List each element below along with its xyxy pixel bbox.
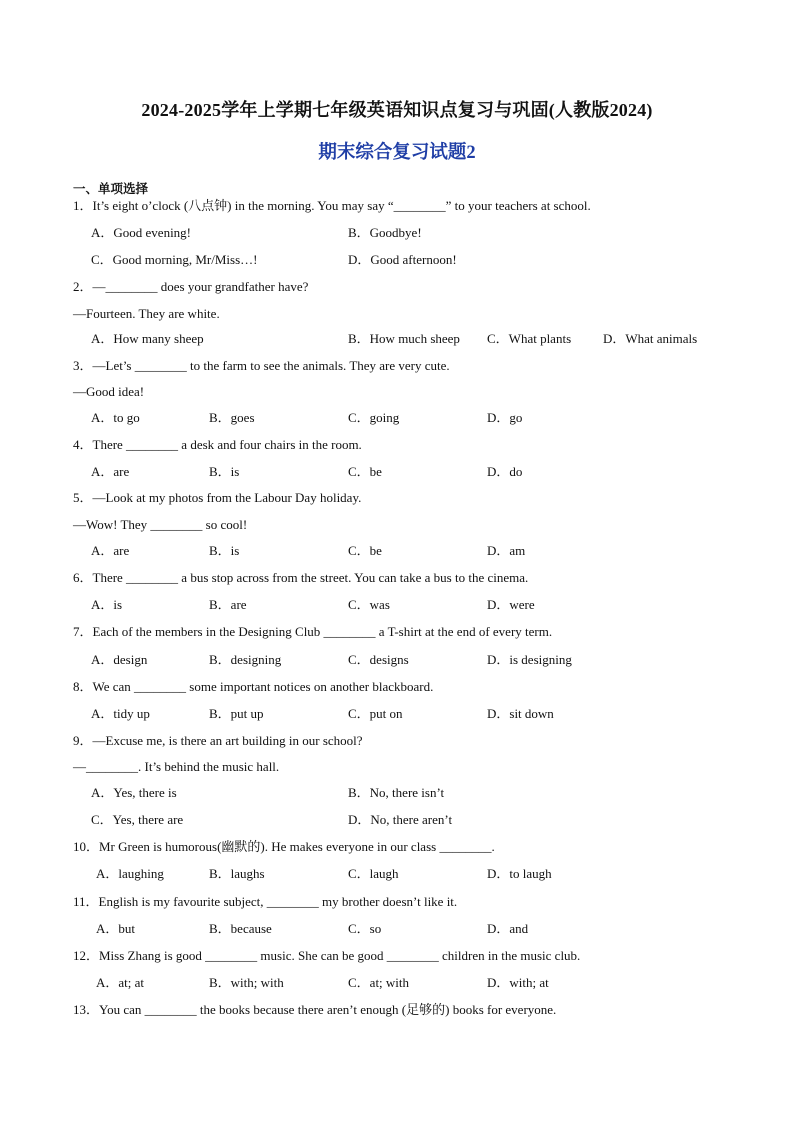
- option-a: A．is: [91, 597, 123, 612]
- option-b: B．because: [209, 921, 272, 936]
- question-stem: 9．—Excuse me, is there an art building in our school?: [73, 733, 363, 748]
- option-b: B．put up: [209, 706, 264, 721]
- question-answer-line: —________. It’s behind the music hall.: [73, 759, 280, 774]
- question-stem: 7．Each of the members in the Designing Club ________ a T-shirt at the end of every term.: [73, 624, 553, 639]
- option-d: D．Good afternoon!: [348, 252, 457, 267]
- option-d: D．were: [487, 597, 535, 612]
- option-a: A．tidy up: [91, 706, 150, 721]
- option-d: D．is designing: [487, 652, 572, 667]
- question-stem: 12．Miss Zhang is good ________ music. She can be good ________ children in the music club.: [73, 948, 581, 963]
- question-stem: 11．English is my favourite subject, ________ my brother doesn’t like it.: [73, 894, 458, 909]
- option-a: A．to go: [91, 410, 140, 425]
- option-d: D．with; at: [487, 975, 549, 990]
- option-c: C．laugh: [348, 866, 399, 881]
- question-stem: 4．There ________ a desk and four chairs in the room.: [73, 437, 362, 452]
- option-a: A．are: [91, 464, 130, 479]
- option-b: B．Goodbye!: [348, 225, 422, 240]
- question-answer-line: —Fourteen. They are white.: [73, 306, 220, 321]
- option-a: A．at; at: [96, 975, 145, 990]
- option-d: D．sit down: [487, 706, 554, 721]
- question-stem: 2．—________ does your grandfather have?: [73, 279, 309, 294]
- option-d: D．to laugh: [487, 866, 552, 881]
- option-b: B．laughs: [209, 866, 265, 881]
- option-c: C．Yes, there are: [91, 812, 184, 827]
- option-b: B．How much sheep: [348, 331, 460, 346]
- option-d: D．No, there aren’t: [348, 812, 453, 827]
- question-answer-line: —Good idea!: [73, 384, 145, 399]
- option-a: A．but: [96, 921, 136, 936]
- option-d: D．What animals: [603, 331, 698, 346]
- page-subtitle: 期末综合复习试题2: [318, 143, 476, 163]
- question-stem: 1．It’s eight o’clock (八点钟) in the morning. You may say “________” to your teachers at school.: [73, 198, 591, 213]
- option-b: B．with; with: [209, 975, 284, 990]
- option-a: A．Yes, there is: [91, 785, 177, 800]
- option-b: B．goes: [209, 410, 255, 425]
- question-stem: 3．—Let’s ________ to the farm to see the animals. They are very cute.: [73, 358, 450, 373]
- option-d: D．go: [487, 410, 523, 425]
- option-a: A．How many sheep: [91, 331, 204, 346]
- section-heading: 一、单项选择: [73, 181, 149, 196]
- option-a: A．Good evening!: [91, 225, 192, 240]
- option-c: C．was: [348, 597, 390, 612]
- option-c: C．What plants: [487, 331, 572, 346]
- option-b: B．are: [209, 597, 247, 612]
- option-a: A．laughing: [96, 866, 164, 881]
- option-c: C．be: [348, 543, 382, 558]
- question-answer-line: —Wow! They ________ so cool!: [73, 517, 248, 532]
- question-stem: 10．Mr Green is humorous(幽默的). He makes everyone in our class ________.: [73, 839, 495, 854]
- option-d: D．and: [487, 921, 529, 936]
- question-stem: 5．—Look at my photos from the Labour Day holiday.: [73, 490, 362, 505]
- question-stem: 8．We can ________ some important notices on another blackboard.: [73, 679, 434, 694]
- option-c: C．so: [348, 921, 382, 936]
- option-a: A．design: [91, 652, 148, 667]
- option-b: B．No, there isn’t: [348, 785, 445, 800]
- option-a: A．are: [91, 543, 130, 558]
- option-c: C．at; with: [348, 975, 410, 990]
- option-d: D．am: [487, 543, 526, 558]
- option-c: C．designs: [348, 652, 409, 667]
- option-b: B．is: [209, 543, 240, 558]
- page-title: 2024-2025学年上学期七年级英语知识点复习与巩固(人教版2024): [141, 100, 653, 120]
- option-b: B．designing: [209, 652, 282, 667]
- option-d: D．do: [487, 464, 523, 479]
- option-c: C．Good morning, Mr/Miss…!: [91, 252, 258, 267]
- question-stem: 6．There ________ a bus stop across from the street. You can take a bus to the cinema.: [73, 570, 529, 585]
- option-c: C．be: [348, 464, 382, 479]
- option-b: B．is: [209, 464, 240, 479]
- option-c: C．put on: [348, 706, 403, 721]
- option-c: C．going: [348, 410, 400, 425]
- question-stem: 13．You can ________ the books because there aren’t enough (足够的) books for everyone.: [73, 1002, 557, 1017]
